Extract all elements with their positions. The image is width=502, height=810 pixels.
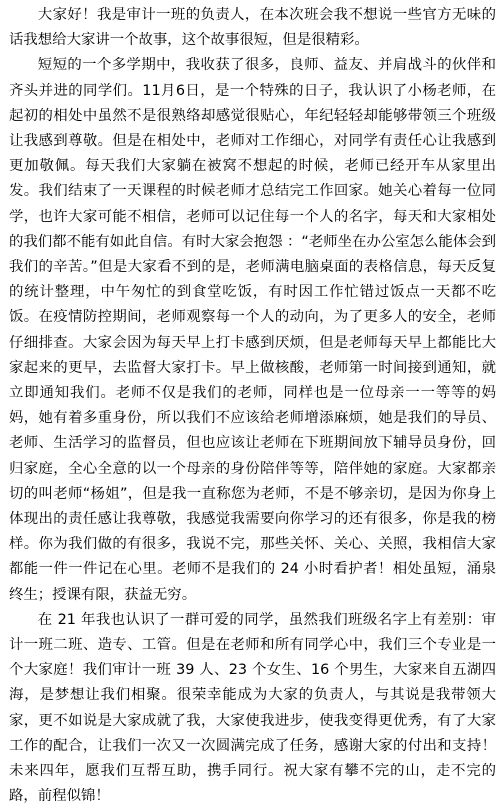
greeting-paragraph: 大家好！我是审计一班的负责人，在本次班会我不想说一些官方无味的话我想给大家讲一个故事，这个故事很短，但是很精彩。	[9, 7, 496, 49]
teacher-story-paragraph: 短短的一个多学期中，我收获了很多，良师、益友、并肩战斗的伙伴和齐头并进的同学们。11月6日，是一个特殊的日子，我认识了小杨老师，在起初的相处中虽然不是很熟络却感觉很贴心，年纪轻轻却能够带领三个班级让我感到尊敬。但是在相处中，老师对工作细心，对同学有责任心让我感到更加敬佩。每天我们大家躺在被窝不想起的时候，老师已经开车从家里出发。我们结束了一天课程的时候老师才总结完工作回家。她关心着每一位同学，也许大家可能不相信，老师可以记住每一个人的名字，每天和大家相处的我们都不能有如此自信。有时大家会抱怨 ：“老师坐在办公室怎么能体会到我们的辛苦。”但是大家看不到的是，老师满电脑桌面的表格信息，每天反复的统计整理，中午匆忙的到食堂吃饭，有时因工作忙错过饭点一天都不吃饭。在疫情防控期间，老师观察每一个人的动向，为了更多人的安全，老师仔细排查。大家会因为每天早上打卡感到厌烦，但是老师每天早上都能比大家起来的更早，去监督大家打卡。早上做核酸，老师第一时间接到通知，就立即通知我们。老师不仅是我们的老师，同样也是一位母亲一一等等的妈妈，她有着多重身份，所以我们不应该给老师增添麻烦，她是我们的导员、老师、生活学习的监督员，但也应该让老师在下班期间放下辅导员身份，回归家庭，全心全意的以一个母亲的身份陪伴等等，陪伴她的家庭。大家都亲切的叫老师“杨姐”，但是我一直称您为老师，不是不够亲切，是因为你身上体现出的责任感让我尊敬，我感觉我需要向你学习的还有很多，你是我的榜样。你为我们做的有很多，我说不完，那些关怀、关心、关照，我相信大家都能一件一件记在心里。老师不是我们的 24 小时看护者！相处虽短，涌泉终生；授课有限，获益无穷。	[9, 57, 496, 603]
classmates-paragraph: 在 21 年我也认识了一群可爱的同学，虽然我们班级名字上有差别：审计一班二班、造专、工管。但是在老师和所有同学心中，我们三个专业是一个大家庭！我们审计一班 39 人、23 个女生、16 个男生，大家来自五湖四海，是梦想让我们相聚。很荣幸能成为大家的负责人，与其说是我带领大家，更不如说是大家成就了我，大家使我进步，使我变得更优秀，有了大家工作的配合，让我们一次又一次圆满完成了任务，感谢大家的付出和支持！未来四年，愿我们互帮互助，携手同行。祝大家有攀不完的山，走不完的路，前程似锦！	[9, 611, 496, 805]
